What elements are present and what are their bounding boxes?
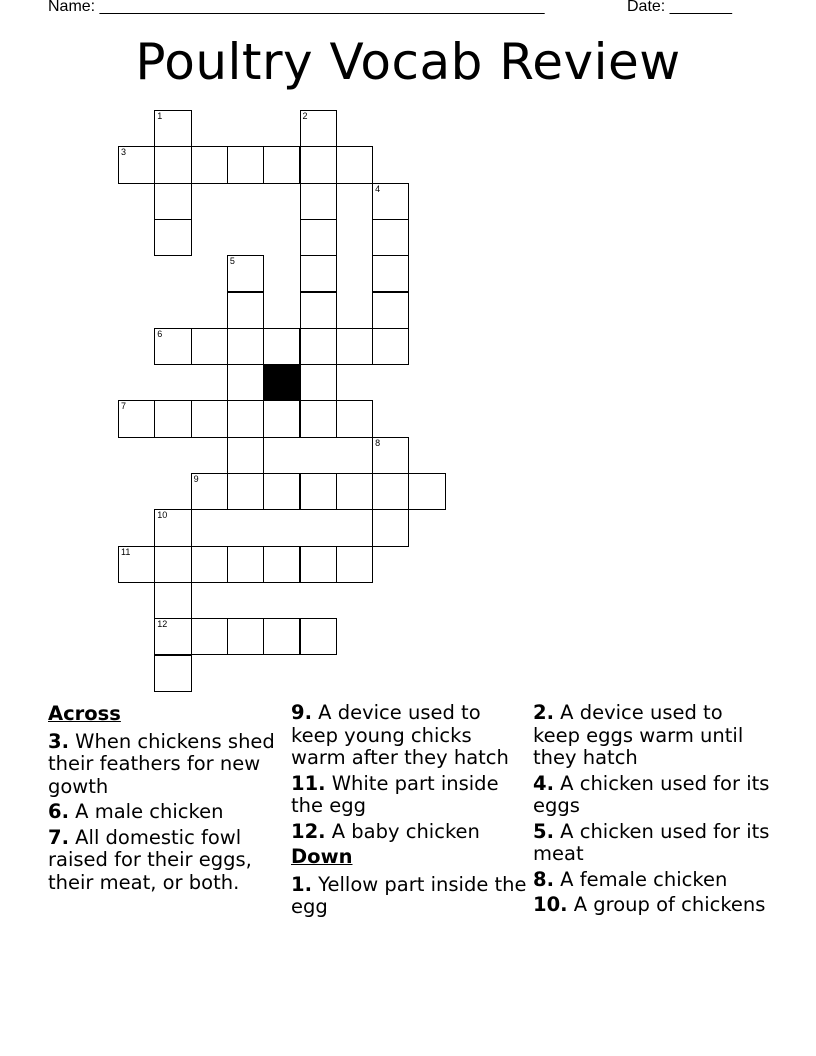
crossword-cell[interactable]: [263, 328, 300, 365]
clue-item: [291, 874, 531, 919]
clue-column-2: [291, 702, 531, 922]
crossword-cell[interactable]: [191, 328, 228, 365]
crossword-cell[interactable]: [372, 509, 409, 546]
clue-text: A baby chicken: [325, 819, 480, 843]
clue-column-3: [533, 702, 773, 920]
clue-number: 12.: [291, 819, 326, 843]
crossword-cell[interactable]: [154, 110, 191, 147]
crossword-cell[interactable]: [227, 364, 264, 401]
crossword-cell[interactable]: [263, 400, 300, 437]
page-title: Poultry Vocab Review: [135, 33, 681, 91]
crossword-cell[interactable]: [191, 400, 228, 437]
cell-number: 9: [193, 474, 199, 484]
cell-number: 4: [375, 183, 381, 194]
clue-item: [533, 702, 773, 770]
crossword-cell[interactable]: [191, 618, 228, 655]
crossword-cell[interactable]: [263, 146, 300, 183]
crossword-cell[interactable]: [227, 146, 264, 183]
crossword-cell[interactable]: [154, 219, 191, 256]
clue-text: A male chicken: [68, 800, 224, 823]
clue-number: 8.: [533, 867, 554, 891]
crossword-cell[interactable]: [227, 255, 264, 292]
cell-number: 1: [157, 111, 163, 121]
clue-item: [291, 821, 531, 844]
crossword-cell[interactable]: [154, 546, 191, 583]
cell-number: 3: [121, 147, 127, 158]
clue-number: 5.: [533, 819, 554, 843]
crossword-cell[interactable]: [263, 546, 300, 583]
clue-item: [291, 702, 531, 770]
clue-item: [291, 773, 531, 818]
cell-number: 8: [375, 437, 381, 448]
clue-text: A group of chickens: [567, 893, 766, 916]
crossword-cell[interactable]: [300, 364, 337, 401]
clue-number: 1.: [291, 872, 312, 896]
crossword-cell[interactable]: [372, 183, 409, 220]
clue-text: Yellow part inside the egg: [291, 872, 527, 918]
crossword-cell[interactable]: [372, 328, 409, 365]
crossword-cell[interactable]: [227, 473, 264, 510]
crossword-cell[interactable]: [227, 546, 264, 583]
crossword-cell[interactable]: [154, 400, 191, 437]
crossword-cell[interactable]: [118, 546, 155, 583]
clue-text: A chicken used for its eggs: [533, 771, 770, 817]
crossword-cell[interactable]: [300, 110, 337, 147]
crossword-cell[interactable]: [300, 146, 337, 183]
crossword-cell[interactable]: [227, 328, 264, 365]
clue-item: [48, 801, 288, 824]
crossword-cell[interactable]: [372, 219, 409, 256]
crossword-cell[interactable]: [300, 473, 337, 510]
clue-text: A female chicken: [553, 867, 728, 891]
crossword-cell[interactable]: [300, 618, 337, 655]
clue-number: 3.: [48, 729, 69, 753]
crossword-cell[interactable]: [336, 473, 373, 510]
clue-text: All domestic fowl raised for their eggs, their meat, or both.: [48, 825, 252, 894]
clue-number: 10.: [533, 893, 568, 916]
crossword-cell[interactable]: [300, 328, 337, 365]
clue-text: A chicken used for its meat: [533, 819, 770, 865]
crossword-cell[interactable]: [227, 292, 264, 329]
crossword-cell[interactable]: [372, 255, 409, 292]
crossword-cell[interactable]: [300, 546, 337, 583]
crossword-cell[interactable]: [300, 292, 337, 329]
crossword-cell[interactable]: [300, 183, 337, 220]
cell-number: 11: [121, 546, 131, 557]
clue-number: 7.: [48, 825, 69, 849]
crossword-cell[interactable]: [154, 146, 191, 183]
crossword-cell[interactable]: [336, 546, 373, 583]
clue-column-1: [48, 702, 288, 897]
crossword-cell[interactable]: [154, 328, 191, 365]
crossword-cell[interactable]: [154, 655, 191, 692]
crossword-cell[interactable]: [154, 618, 191, 655]
cell-number: 7: [121, 401, 127, 412]
cell-number: 2: [302, 111, 308, 121]
crossword-cell[interactable]: [227, 400, 264, 437]
crossword-cell[interactable]: [300, 400, 337, 437]
cell-number: 10: [157, 510, 168, 521]
crossword-cell[interactable]: [372, 473, 409, 510]
crossword-cell[interactable]: [154, 183, 191, 220]
clue-number: 9.: [291, 701, 312, 724]
crossword-cell[interactable]: [263, 473, 300, 510]
cell-number: 12: [157, 619, 168, 630]
crossword-cell[interactable]: [336, 146, 373, 183]
clue-text: White part inside the egg: [291, 771, 499, 817]
crossword-cell[interactable]: [191, 546, 228, 583]
crossword-cell[interactable]: [300, 255, 337, 292]
crossword-cell[interactable]: [408, 473, 445, 510]
across-heading: Across: [48, 702, 121, 725]
crossword-cell[interactable]: [336, 400, 373, 437]
cell-number: 6: [157, 328, 163, 339]
clue-number: 2.: [533, 701, 554, 724]
crossword-cell[interactable]: [191, 146, 228, 183]
clue-text: A device used to keep eggs warm until they hatch: [533, 701, 744, 769]
clue-text: A device used to keep young chicks warm after they hatch: [291, 701, 509, 769]
clue-number: 6.: [48, 800, 69, 823]
crossword-cell[interactable]: [372, 292, 409, 329]
clue-text: When chickens shed their feathers for new gowth: [48, 729, 275, 798]
crossword-cell[interactable]: [227, 437, 264, 474]
clue-item: [533, 869, 773, 892]
crossword-black-cell: [263, 364, 300, 401]
crossword-cell[interactable]: [336, 328, 373, 365]
crossword-cell[interactable]: [263, 618, 300, 655]
name-field-label: Name: __________________________________________________: [48, 0, 545, 15]
clue-item: [533, 821, 773, 866]
crossword-cell[interactable]: [372, 437, 409, 474]
crossword-cell[interactable]: [154, 582, 191, 619]
crossword-cell[interactable]: [191, 473, 228, 510]
crossword-cell[interactable]: [227, 618, 264, 655]
clue-number: 11.: [291, 771, 326, 795]
crossword-cell[interactable]: [154, 509, 191, 546]
clue-number: 4.: [533, 771, 554, 795]
down-heading: Down: [291, 845, 353, 868]
crossword-cell[interactable]: [118, 400, 155, 437]
cell-number: 5: [229, 256, 235, 267]
clue-item: [533, 773, 773, 818]
clue-item: [48, 731, 288, 799]
clue-item: [48, 827, 288, 895]
crossword-cell[interactable]: [300, 219, 337, 256]
crossword-cell[interactable]: [118, 146, 155, 183]
clue-item: [533, 894, 773, 917]
date-field-label: Date: _______: [627, 0, 732, 15]
